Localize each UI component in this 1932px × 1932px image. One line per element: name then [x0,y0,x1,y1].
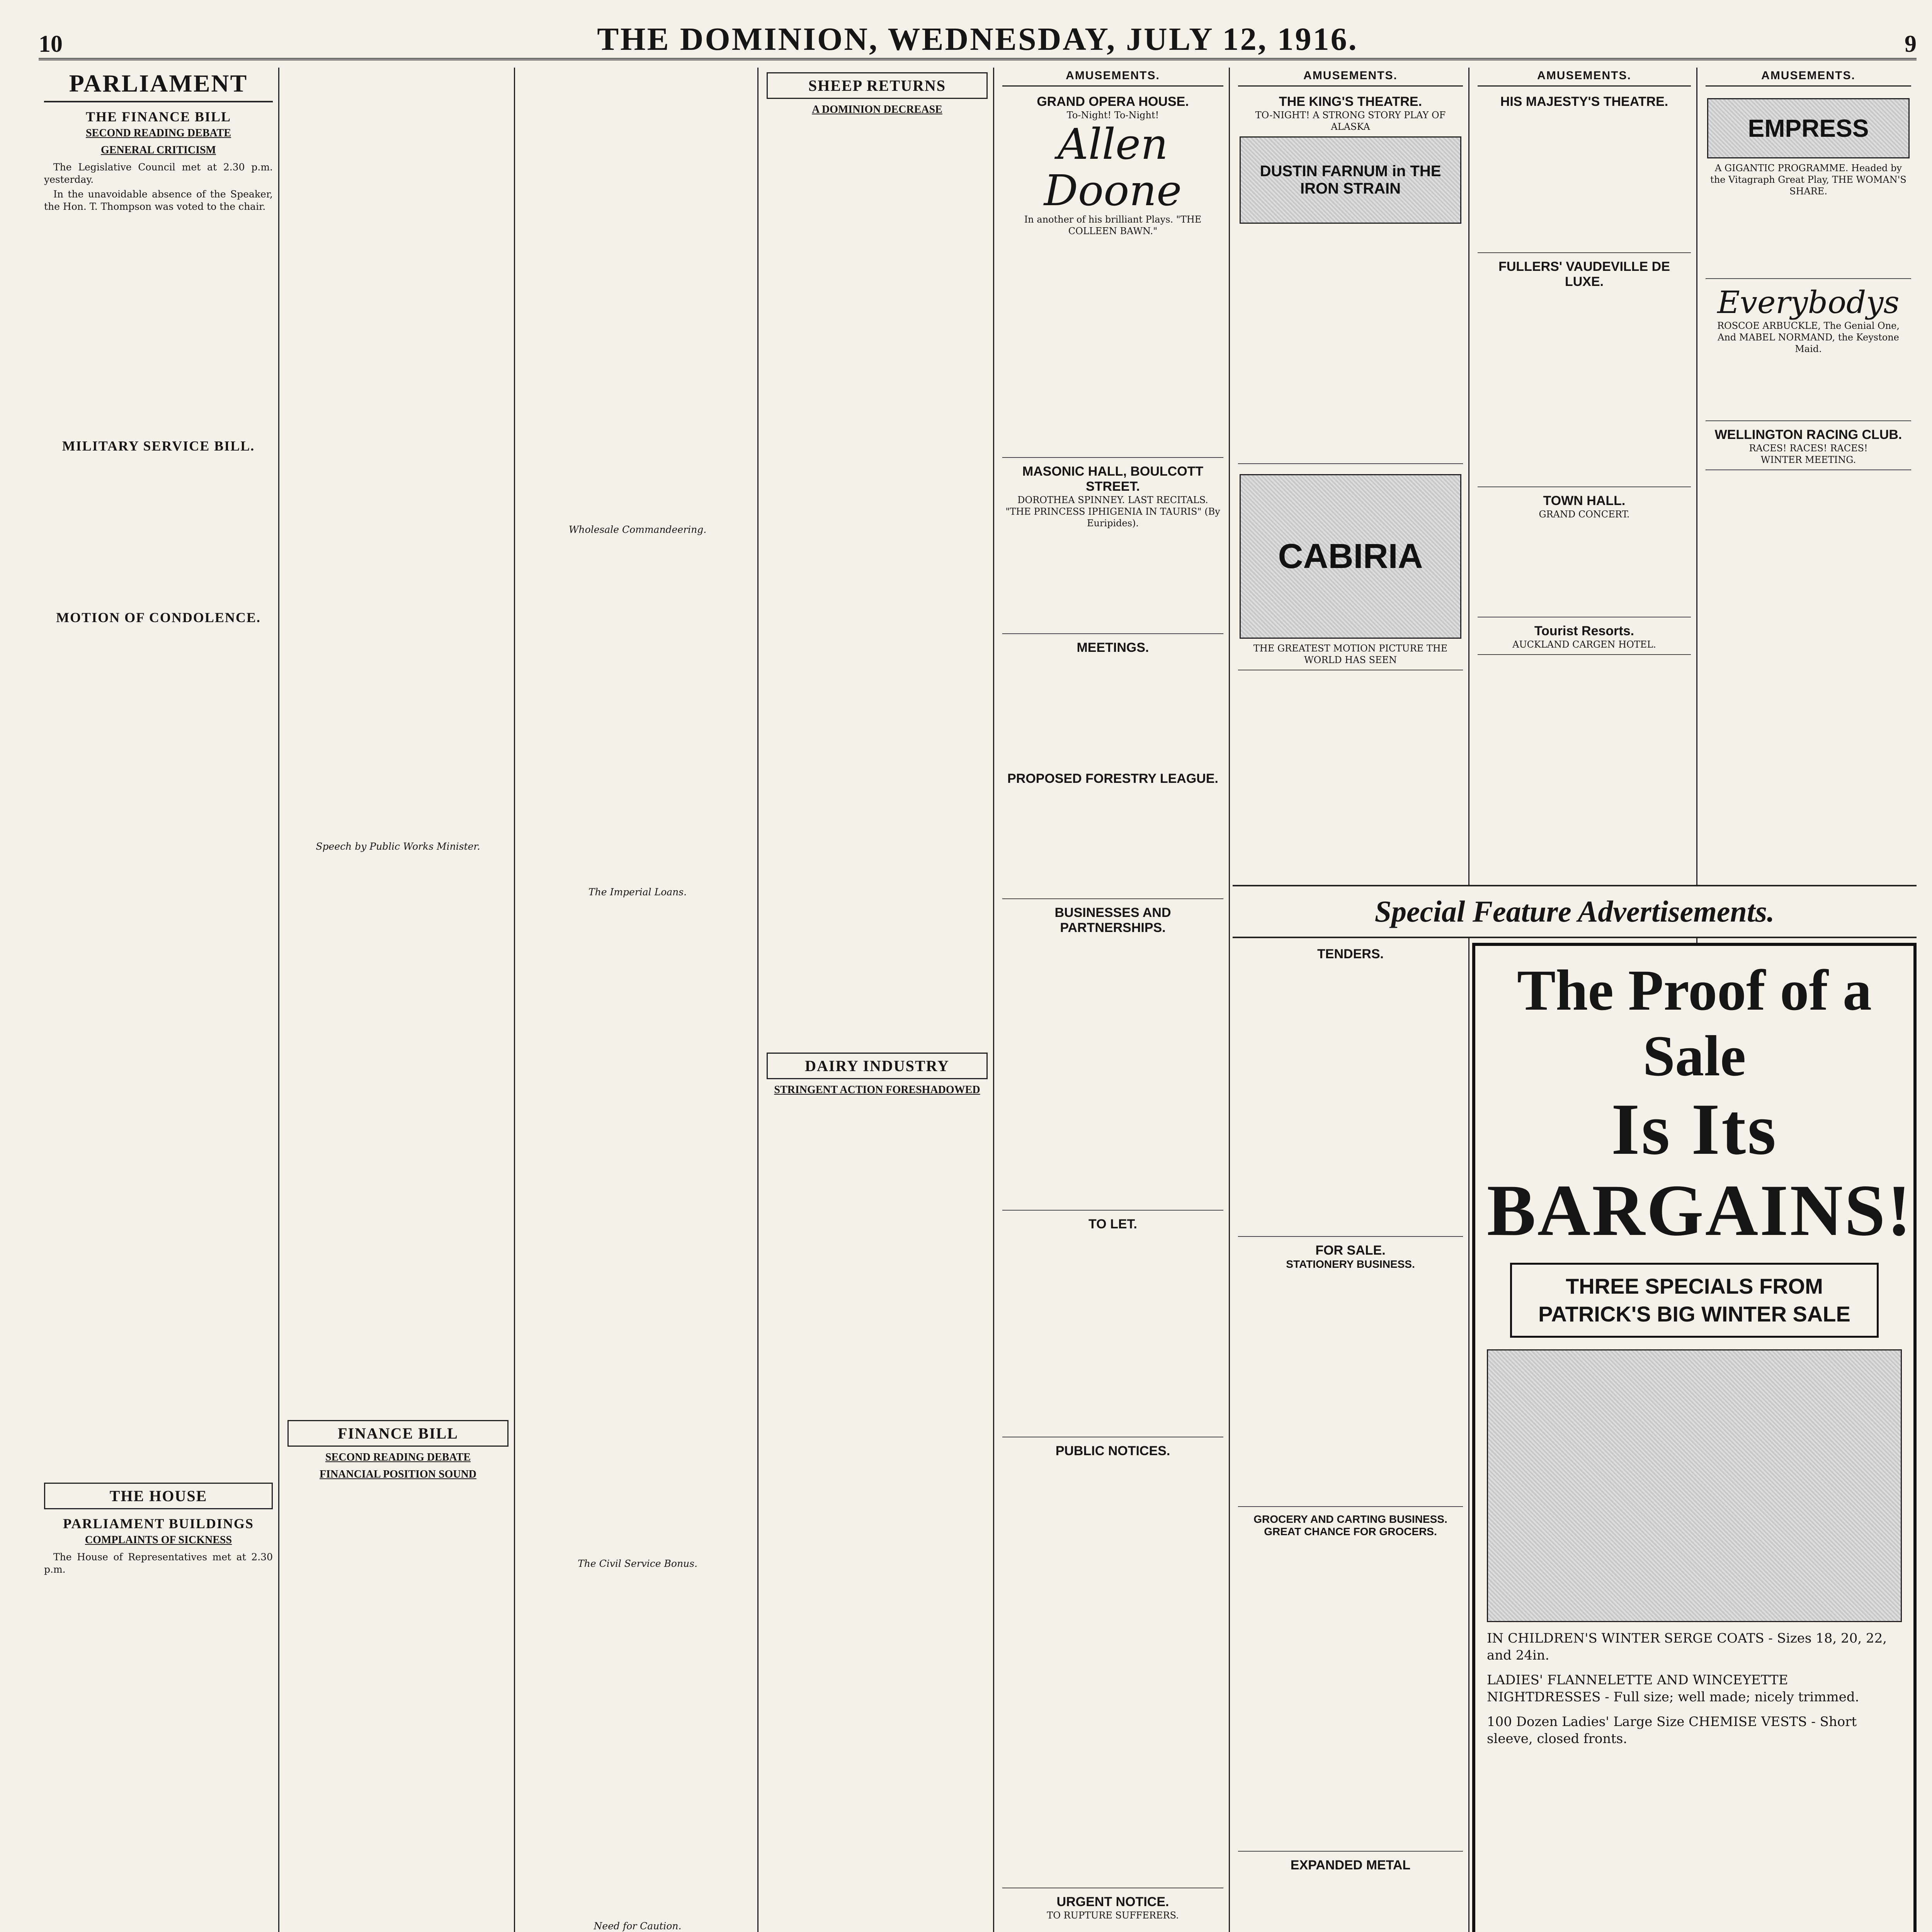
ad-title: Tourist Resorts. [1534,624,1634,638]
patrick-headline: The Proof of a Sale [1517,958,1872,1088]
column-sheep-dairy [761,68,993,1932]
article-subheading: GENERAL CRITICISM [101,144,216,156]
column-finance [282,68,514,1932]
ad-title: EXPANDED METAL [1290,1858,1411,1872]
article-text-block [523,68,752,524]
article-subheading: A DOMINION DECREASE [812,104,942,116]
ad-text-block [1004,237,1222,453]
ad-text: DOROTHEA SPINNEY. LAST RECITALS. [1017,495,1208,505]
ad-everybodys [1706,281,1911,421]
ad-title: WELLINGTON RACING CLUB. [1714,427,1902,442]
ad-kings-theatre [1238,90,1463,464]
ad-text-block [1004,786,1222,895]
ad-illustration: EMPRESS [1707,98,1910,158]
ad-illustration: CABIRIA [1240,474,1461,639]
ad-cabiria [1238,466,1463,670]
page-number: 9 [1905,31,1917,57]
ad-title: URGENT NOTICE. [1056,1895,1169,1909]
column-rule [757,68,759,1932]
ad-tourist-resorts [1478,620,1691,655]
ad-title: GREAT CHANCE FOR GROCERS. [1264,1526,1437,1537]
column-rule [1229,68,1230,1932]
ad-text: "THE PRINCESS IPHIGENIA IN TAURIS" (By Euripides). [1005,506,1220,529]
column-parliament [39,68,278,1932]
column-amusements-2 [1233,68,1468,900]
article-text-block [523,901,752,1558]
ad-text: To-Night! To-Night! [1066,110,1159,121]
patrick-item-2: LADIES' FLANNELETTE AND WINCEYETTE NIGHTDRESSES - Full size; well made; nicely trimmed. [1487,1672,1859,1705]
ad-text: AUCKLAND CARGEN HOTEL. [1512,639,1656,650]
ad-expanded-metal [1238,1854,1463,1932]
section-heading: AMUSEMENTS. [1706,68,1911,87]
ad-to-let [1002,1213,1223,1437]
column-rule [514,68,515,1932]
patrick-subheadline: Is Its BARGAINS! [1487,1089,1913,1251]
column-amusements-4 [1700,68,1917,900]
ad-racing-club [1706,423,1911,470]
ad-his-majestys [1478,90,1691,253]
article-heading: THE HOUSE [44,1483,273,1509]
ad-title: TO LET. [1088,1217,1137,1231]
article-paragraph: The Legislative Council met at 2.30 p.m. yesterday. [44,162,273,185]
ad-text: A GIGANTIC PROGRAMME. Headed by the Vitagraph Great Play, THE WOMAN'S SHARE. [1710,163,1906,197]
ad-masonic-hall [1002,460,1223,634]
ad-text: WINTER MEETING. [1760,454,1856,465]
section-heading: AMUSEMENTS. [1238,68,1463,87]
ad-text-block [1240,962,1461,1232]
ad-title: TOWN HALL. [1543,493,1626,508]
ad-text: THE GREATEST MOTION PICTURE THE WORLD HAS SEEN [1253,643,1448,665]
ad-subtitle: STATIONERY BUSINESS. [1286,1258,1415,1270]
ad-text-block [1240,228,1461,459]
ad-title: PUBLIC NOTICES. [1055,1444,1170,1458]
ad-title: BUSINESSES AND PARTNERSHIPS. [1054,905,1171,935]
ad-text: GRAND CONCERT. [1539,509,1630,520]
article-text-block [287,855,509,1415]
article-subheading: SECOND READING DEBATE [325,1451,471,1463]
article-subheading: SECOND READING DEBATE [86,127,231,139]
article-subheading: STRINGENT ACTION FORESHADOWED [774,1084,980,1096]
article-subheading: Wholesale Commandeering. [568,524,707,535]
patrick-illustration [1487,1349,1902,1622]
column-amusements-3 [1472,68,1696,900]
section-heading: AMUSEMENTS. [1002,68,1223,87]
ad-text-block [1004,1459,1222,1884]
patrick-item-1: IN CHILDREN'S WINTER SERGE COATS - Sizes 18, 20, 22, and 24in. [1487,1631,1887,1663]
article-heading: PARLIAMENT BUILDINGS [63,1516,254,1531]
ad-title: HIS MAJESTY'S THEATRE. [1500,94,1668,109]
ad-text: TO-NIGHT! A STRONG STORY PLAY OF ALASKA [1255,110,1446,132]
ad-text-block [1479,109,1689,248]
ad-for-sale [1238,1239,1463,1507]
ad-tenders [1238,943,1463,1237]
ad-text: RACES! RACES! RACES! [1749,443,1868,454]
ad-title: PROPOSED FORESTRY LEAGUE. [1007,771,1218,786]
ad-title: TENDERS. [1317,947,1384,961]
article-subheading: COMPLAINTS OF SICKNESS [85,1534,232,1546]
masthead-title: THE DOMINION, WEDNESDAY, JULY 12, 1916. [597,21,1358,57]
article-subheading: The Civil Service Bonus. [578,1558,697,1569]
article-heading: MILITARY SERVICE BILL. [62,438,255,454]
section-heading: AMUSEMENTS. [1478,68,1691,87]
article-text-block [767,121,988,1048]
masthead [39,15,1917,60]
ad-title: MASONIC HALL, BOULCOTT STREET. [1022,464,1204,494]
article-text-block [44,628,273,1478]
ad-text-block [1004,655,1222,771]
ad-text: TO RUPTURE SUFFERERS. [1047,1910,1179,1921]
column-rule [1468,68,1469,1932]
ad-urgent-notice [1002,1891,1223,1932]
special-feature-banner: Special Feature Advertisements. [1233,885,1917,938]
article-subheading: The Imperial Loans. [588,886,687,898]
ad-title: FULLERS' VAUDEVILLE DE LUXE. [1498,259,1670,289]
article-text-block [44,456,273,603]
ad-meetings [1002,636,1223,899]
ad-empress [1706,90,1911,279]
ad-grocery [1238,1509,1463,1852]
ad-text-block [1479,520,1689,613]
ad-text-block [1707,197,1910,274]
article-subheading: Need for Caution. [594,1920,682,1932]
article-subheading: FINANCIAL POSITION SOUND [319,1468,477,1480]
article-heading: MOTION OF CONDOLENCE. [56,610,261,625]
ad-text-block [1004,1921,1222,1932]
ad-text-block [1707,355,1910,417]
ad-text: In another of his brilliant Plays. "THE COLLEEN BAWN." [1024,214,1202,236]
article-text-block [287,68,509,840]
ad-text-block [1479,289,1689,483]
masthead-left: 10 [39,31,63,57]
article-text-block [767,1101,988,1932]
article-heading: FINANCE BILL [287,1420,509,1447]
article-paragraph: In the unavoidable absence of the Speaker, the Hon. T. Thompson was voted to the chair. [44,189,273,212]
article-heading: SHEEP RETURNS [767,72,988,99]
ad-text-block [1004,935,1222,1206]
ad-text-block [1004,529,1222,629]
ad-illustration: DUSTIN FARNUM in THE IRON STRAIN [1240,136,1461,224]
patrick-three-specials: THREE SPECIALS FROM PATRICK'S BIG WINTER SALE [1510,1263,1879,1338]
patrick-text-block [1487,1755,1902,1932]
article-paragraph: The House of Representatives met at 2.30 p.m. [44,1551,273,1575]
column-rule [993,68,994,1932]
ad-text-block [1240,1538,1461,1847]
ad-title: GRAND OPERA HOUSE. [1037,94,1189,109]
ad-script-title: Allen Doone [1044,119,1182,215]
column-lower-ads [1233,943,1468,1932]
patrick-item-3: 100 Dozen Ladies' Large Size CHEMISE VESTS - Short sleeve, closed fronts. [1487,1714,1857,1747]
article-heading: THE FINANCE BILL [85,109,231,124]
ad-title: THE KING'S THEATRE. [1279,94,1422,109]
ad-opera-house [1002,90,1223,458]
ad-businesses [1002,901,1223,1211]
ad-text-block [1240,1270,1461,1502]
ad-title: FOR SALE. [1315,1243,1386,1258]
article-text-block [44,215,273,432]
article-subheading: Speech by Public Works Minister. [316,841,480,852]
patrick-sale-ad [1472,943,1917,1932]
ad-town-hall [1478,490,1691,617]
ad-title: MEETINGS. [1077,640,1149,655]
ad-title: GROCERY AND CARTING BUSINESS. [1253,1513,1447,1525]
column-rule [278,68,279,1932]
section-title: PARLIAMENT [44,69,273,102]
ad-public-notices [1002,1440,1223,1888]
ad-text-block [1004,1232,1222,1433]
ad-text: ROSCOE ARBUCKLE, The Genial One, And MABEL NORMAND, the Keystone Maid. [1717,320,1900,354]
article-text-block [523,1572,752,1920]
article-text-block [523,538,752,886]
column-finance-cont [518,68,757,1932]
column-amusements-1 [997,68,1229,1932]
article-heading: DAIRY INDUSTRY [767,1053,988,1079]
ad-fullers [1478,255,1691,487]
ad-text-block [1240,1873,1461,1932]
ad-script-title: Everybodys [1717,284,1900,320]
